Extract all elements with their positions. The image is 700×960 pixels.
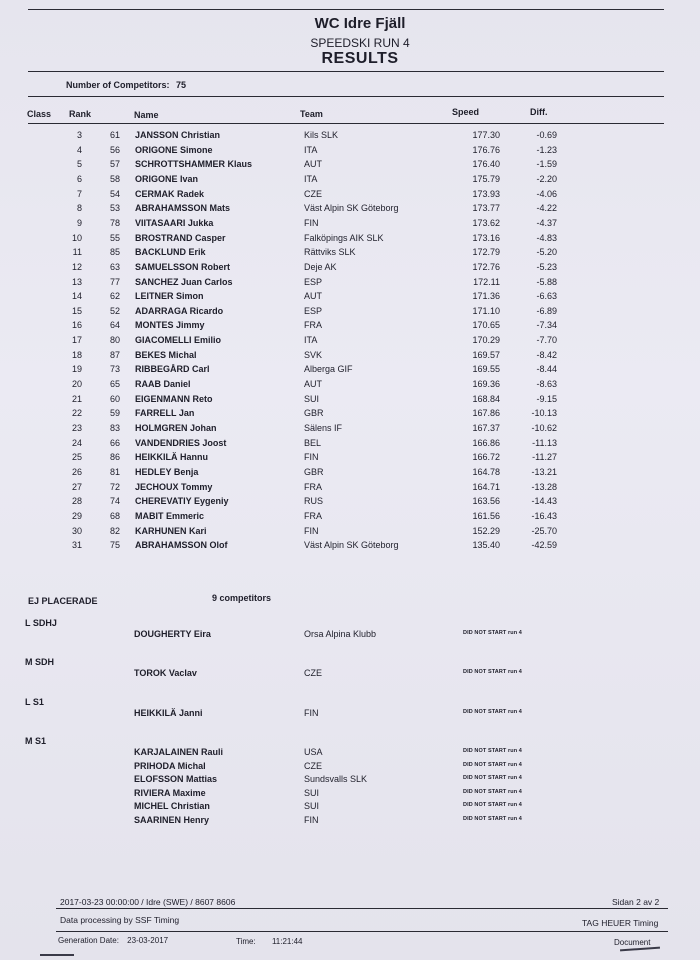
- competitors-count: 75: [176, 80, 187, 90]
- footer-processing: Data processing by SSF Timing: [60, 915, 180, 925]
- cell-class: 8: [76, 203, 82, 214]
- cell-speed: 173.77: [472, 203, 500, 214]
- cell-class: 18: [71, 349, 82, 360]
- gen-date-value: 23-03-2017: [127, 936, 169, 945]
- cell-diff: -6.89: [536, 305, 557, 316]
- cell-class: 27: [71, 481, 82, 492]
- col-team: Team: [300, 109, 323, 119]
- cell-speed: 173.16: [472, 232, 500, 243]
- entry-team: Orsa Alpina Klubb: [304, 629, 377, 639]
- cell-speed: 163.56: [472, 496, 500, 507]
- group-label: L S1: [25, 697, 44, 707]
- gen-date-label: Generation Date:: [58, 936, 119, 945]
- table-row: [0, 540, 700, 554]
- pen-mark-left: [40, 954, 74, 956]
- cell-class: 22: [71, 408, 82, 419]
- table-row: [0, 379, 700, 393]
- cell-team: Sälens IF: [304, 423, 343, 433]
- cell-class: 11: [72, 247, 82, 258]
- entry-status: DID NOT START run 4: [463, 748, 522, 754]
- cell-rank: 57: [109, 159, 120, 170]
- cell-rank: 62: [109, 291, 120, 302]
- table-row: [0, 203, 700, 217]
- cell-speed: 173.62: [472, 217, 500, 228]
- cell-team: Väst Alpin SK Göteborg: [304, 540, 399, 551]
- table-row: [0, 408, 700, 422]
- cell-rank: 63: [109, 261, 120, 272]
- table-row: [0, 130, 700, 144]
- cell-speed: 166.86: [472, 437, 500, 448]
- cell-speed: 170.65: [472, 320, 500, 331]
- cell-speed: 167.86: [472, 408, 500, 419]
- cell-team: RUS: [304, 496, 324, 507]
- cell-rank: 54: [109, 188, 120, 199]
- table-row: [0, 482, 700, 496]
- list-item: [0, 788, 700, 802]
- cell-team: AUT: [304, 291, 322, 302]
- cell-speed: 177.30: [472, 130, 500, 140]
- footer-document: Document: [614, 938, 651, 947]
- cell-speed: 170.29: [472, 335, 500, 346]
- table-row: [0, 233, 700, 247]
- cell-team: GBR: [304, 408, 324, 419]
- table-row: [0, 452, 700, 466]
- col-speed: Speed: [452, 107, 480, 117]
- cell-name: CERMAK Radek: [135, 188, 205, 199]
- cell-diff: -5.23: [536, 261, 557, 272]
- cell-team: FRA: [304, 481, 322, 492]
- cell-speed: 176.40: [472, 159, 500, 170]
- run-title: SPEEDSKI RUN 4: [310, 36, 410, 50]
- table-row: [0, 159, 700, 173]
- entry-team: Sundsvalls SLK: [304, 774, 368, 785]
- cell-diff: -4.22: [536, 203, 557, 214]
- cell-rank: 81: [109, 466, 120, 477]
- footer-stamp: 2017-03-23 00:00:00 / Idre (SWE) / 8607 8606: [60, 897, 236, 907]
- cell-team: FRA: [304, 320, 322, 331]
- cell-team: Kils SLK: [304, 130, 339, 140]
- cell-name: ORIGONE Ivan: [135, 173, 199, 184]
- entry-status: DID NOT START run 4: [463, 669, 522, 675]
- entry-team: FIN: [304, 708, 319, 718]
- cell-diff: -4.06: [536, 188, 557, 199]
- cell-team: Deje AK: [304, 261, 337, 272]
- cell-speed: 171.10: [472, 305, 500, 316]
- top-rule: [28, 9, 664, 10]
- cell-name: MONTES Jimmy: [135, 320, 205, 331]
- unplaced-count: 9 competitors: [212, 593, 272, 603]
- cell-class: 12: [71, 261, 82, 272]
- table-row: [0, 364, 700, 378]
- table-row: [0, 174, 700, 188]
- cell-class: 26: [71, 466, 82, 477]
- cell-rank: 55: [109, 232, 120, 243]
- cell-rank: 65: [109, 379, 120, 390]
- entry-status: DID NOT START run 4: [463, 775, 522, 782]
- cell-name: BACKLUND Erik: [135, 247, 206, 258]
- group-label: M SDH: [25, 657, 54, 667]
- cell-class: 14: [71, 291, 82, 302]
- cell-speed: 166.72: [472, 452, 500, 463]
- cell-name: EIGENMANN Reto: [135, 393, 213, 404]
- cell-name: BEKES Michal: [135, 349, 197, 360]
- cell-speed: 167.37: [472, 423, 500, 433]
- table-row: [0, 438, 700, 452]
- footer-gen-date: [58, 936, 168, 945]
- columns-bottom-rule: [28, 123, 664, 124]
- cell-speed: 173.93: [472, 188, 500, 199]
- cell-team: FRA: [304, 510, 322, 521]
- time-label: Time:: [236, 937, 256, 946]
- group-label: L SDHJ: [25, 618, 57, 628]
- table-row: [0, 277, 700, 291]
- cell-rank: 85: [109, 247, 120, 258]
- footer-page: Sidan 2 av 2: [612, 897, 660, 907]
- cell-team: ITA: [304, 144, 318, 155]
- cell-team: Väst Alpin SK Göteborg: [304, 203, 399, 214]
- cell-diff: -2.20: [536, 173, 557, 184]
- cell-diff: -10.62: [531, 423, 557, 433]
- cell-diff: -7.34: [536, 320, 557, 331]
- table-row: [0, 394, 700, 408]
- footer-rule-2: [56, 931, 668, 932]
- cell-rank: 58: [109, 173, 120, 184]
- cell-rank: 52: [109, 305, 120, 316]
- cell-name: HEDLEY Benja: [135, 466, 199, 477]
- cell-class: 19: [71, 364, 82, 375]
- cell-class: 24: [71, 437, 82, 448]
- cell-name: RIBBEGÅRD Carl: [135, 364, 210, 375]
- cell-speed: 172.76: [472, 261, 500, 272]
- cell-name: VIITASAARI Jukka: [135, 217, 214, 228]
- cell-team: SVK: [304, 349, 323, 360]
- cell-rank: 53: [109, 203, 120, 214]
- cell-speed: 135.40: [472, 540, 500, 551]
- cell-class: 25: [71, 452, 82, 463]
- cell-team: FIN: [304, 525, 319, 536]
- cell-class: 20: [71, 379, 82, 390]
- col-name: Name: [134, 110, 159, 120]
- cell-team: SUI: [304, 393, 320, 404]
- cell-name: SCHROTTSHAMMER Klaus: [135, 159, 253, 170]
- entry-team: CZE: [304, 760, 322, 771]
- cell-diff: -8.42: [536, 349, 557, 360]
- entry-name: MICHEL Christian: [134, 801, 210, 812]
- cell-diff: -5.88: [536, 276, 557, 287]
- cell-name: HOLMGREN Johan: [135, 423, 217, 433]
- cell-diff: -16.43: [531, 510, 557, 521]
- cell-name: MABIT Emmeric: [135, 510, 205, 521]
- cell-team: FIN: [304, 217, 319, 228]
- entry-name: PRIHODA Michal: [134, 760, 206, 771]
- footer-rule-1: [56, 908, 668, 909]
- table-row: [0, 145, 700, 159]
- entry-name: SAARINEN Henry: [134, 815, 210, 825]
- cell-diff: -1.23: [536, 144, 557, 155]
- table-row: [0, 467, 700, 481]
- cell-class: 28: [71, 496, 82, 507]
- entry-status: DID NOT START run 4: [463, 816, 522, 822]
- cell-diff: -11.13: [532, 437, 557, 448]
- entry-status: DID NOT START run 4: [463, 761, 522, 768]
- list-item: [0, 761, 700, 775]
- cell-rank: 72: [109, 481, 120, 492]
- cell-team: AUT: [304, 379, 322, 390]
- cell-rank: 73: [109, 364, 120, 375]
- cell-class: 23: [71, 423, 82, 433]
- cell-team: ESP: [304, 305, 323, 316]
- cell-rank: 86: [109, 452, 120, 463]
- cell-name: SAMUELSSON Robert: [135, 261, 231, 272]
- cell-name: BROSTRAND Casper: [135, 232, 226, 243]
- cell-team: Alberga GIF: [304, 364, 353, 375]
- cell-class: 4: [76, 144, 82, 155]
- cell-class: 31: [71, 540, 82, 551]
- cell-diff: -11.27: [532, 452, 557, 463]
- cell-team: ESP: [304, 276, 323, 287]
- cell-diff: -8.44: [536, 364, 557, 375]
- cell-speed: 169.57: [472, 349, 500, 360]
- cell-rank: 80: [109, 335, 120, 346]
- cell-name: ORIGONE Simone: [135, 144, 213, 155]
- cell-speed: 176.76: [472, 144, 500, 155]
- cell-team: AUT: [304, 159, 322, 170]
- cell-speed: 161.56: [472, 510, 500, 521]
- cell-class: 10: [71, 232, 82, 243]
- cell-class: 7: [76, 188, 82, 199]
- col-class: Class: [27, 109, 52, 119]
- cell-diff: -10.13: [531, 408, 557, 419]
- cell-class: 21: [71, 393, 82, 404]
- entry-team: FIN: [304, 815, 319, 825]
- cell-name: VANDENDRIES Joost: [135, 437, 227, 448]
- cell-class: 16: [71, 320, 82, 331]
- columns-top-rule: [28, 96, 664, 97]
- table-row: [0, 335, 700, 349]
- list-item: [0, 774, 700, 788]
- cell-diff: -9.15: [536, 393, 557, 404]
- list-item: [0, 801, 700, 815]
- col-rank: Rank: [69, 109, 92, 119]
- list-item: [0, 815, 700, 829]
- table-row: [0, 496, 700, 510]
- cell-team: CZE: [304, 188, 322, 199]
- cell-diff: -6.63: [536, 291, 557, 302]
- cell-name: ABRAHAMSSON Mats: [135, 203, 231, 214]
- pen-mark: [620, 947, 660, 952]
- cell-speed: 169.55: [472, 364, 500, 375]
- entry-name: DOUGHERTY Eira: [134, 629, 211, 639]
- cell-class: 13: [71, 276, 82, 287]
- entry-name: KARJALAINEN Rauli: [134, 747, 224, 757]
- table-row: [0, 189, 700, 203]
- cell-diff: -5.20: [536, 247, 557, 258]
- results-title: RESULTS: [321, 50, 399, 67]
- cell-rank: 68: [109, 510, 120, 521]
- table-row: [0, 306, 700, 320]
- time-value: 11:21:44: [271, 937, 303, 946]
- cell-rank: 64: [109, 320, 120, 331]
- cell-speed: 169.36: [472, 379, 500, 390]
- cell-team: Rättviks SLK: [304, 247, 356, 258]
- list-item: [0, 747, 700, 761]
- unplaced-label: EJ PLACERADE: [28, 596, 98, 606]
- cell-team: FIN: [304, 452, 319, 463]
- cell-rank: 75: [109, 540, 120, 551]
- cell-speed: 164.78: [472, 466, 500, 477]
- cell-name: JECHOUX Tommy: [135, 481, 213, 492]
- cell-rank: 59: [109, 408, 120, 419]
- cell-class: 15: [71, 305, 82, 316]
- cell-diff: -4.37: [536, 217, 557, 228]
- cell-speed: 152.29: [472, 525, 500, 536]
- table-row: [0, 526, 700, 540]
- cell-team: GBR: [304, 466, 324, 477]
- cell-name: CHEREVATIY Eygeniy: [135, 496, 229, 507]
- cell-name: SANCHEZ Juan Carlos: [135, 276, 233, 287]
- entry-status: DID NOT START run 4: [463, 709, 522, 715]
- competitors-label: Number of Competitors:: [66, 80, 170, 90]
- cell-rank: 78: [109, 217, 120, 228]
- cell-name: GIACOMELLI Emilio: [135, 335, 222, 346]
- cell-name: RAAB Daniel: [135, 379, 191, 390]
- cell-diff: -0.69: [536, 130, 557, 140]
- cell-name: JANSSON Christian: [135, 130, 221, 140]
- cell-speed: 168.84: [472, 393, 500, 404]
- cell-team: BEL: [304, 437, 322, 448]
- cell-class: 6: [76, 173, 82, 184]
- cell-diff: -14.43: [531, 496, 557, 507]
- entry-team: USA: [304, 747, 323, 757]
- cell-rank: 66: [109, 437, 120, 448]
- cell-speed: 171.36: [472, 291, 500, 302]
- footer-timing: TAG HEUER Timing: [582, 918, 659, 928]
- cell-rank: 82: [109, 525, 120, 536]
- table-row: [0, 247, 700, 261]
- cell-class: 5: [76, 159, 82, 170]
- cell-speed: 172.79: [472, 247, 500, 258]
- cell-speed: 164.71: [472, 481, 500, 492]
- table-row: [0, 291, 700, 305]
- cell-speed: 175.79: [472, 173, 500, 184]
- cell-diff: -1.59: [536, 159, 557, 170]
- list-item: [0, 708, 700, 722]
- cell-name: HEIKKILÄ Hannu: [135, 452, 208, 463]
- event-title: WC Idre Fjäll: [314, 15, 406, 32]
- cell-diff: -42.59: [531, 540, 557, 551]
- table-row: [0, 511, 700, 525]
- entry-name: HEIKKILÄ Janni: [134, 708, 203, 718]
- cell-diff: -4.83: [536, 232, 557, 243]
- cell-class: 30: [71, 525, 82, 536]
- cell-rank: 83: [109, 423, 120, 433]
- cell-team: ITA: [304, 173, 318, 184]
- cell-class: 17: [71, 335, 82, 346]
- cell-name: KARHUNEN Kari: [135, 525, 207, 536]
- entry-status: DID NOT START run 4: [463, 802, 522, 809]
- cell-name: ADARRAGA Ricardo: [135, 305, 224, 316]
- cell-class: 3: [76, 130, 82, 140]
- cell-diff: -7.70: [536, 335, 557, 346]
- col-diff: Diff.: [530, 107, 548, 117]
- table-row: [0, 350, 700, 364]
- list-item: [0, 629, 700, 643]
- cell-diff: -13.28: [531, 481, 557, 492]
- cell-team: ITA: [304, 335, 318, 346]
- cell-rank: 87: [109, 349, 120, 360]
- header-rule: [28, 71, 664, 72]
- entry-status: DID NOT START run 4: [463, 788, 522, 795]
- cell-diff: -25.70: [531, 525, 557, 536]
- entry-status: DID NOT START run 4: [463, 630, 522, 636]
- entry-name: TOROK Vaclav: [134, 668, 197, 678]
- entry-team: SUI: [304, 801, 320, 812]
- group-label: M S1: [25, 736, 47, 746]
- table-row: [0, 320, 700, 334]
- table-row: [0, 262, 700, 276]
- cell-name: FARRELL Jan: [135, 408, 195, 419]
- entry-team: CZE: [304, 668, 322, 678]
- cell-rank: 60: [109, 393, 120, 404]
- cell-team: Falköpings AIK SLK: [304, 232, 384, 243]
- cell-rank: 61: [109, 130, 120, 140]
- table-row: [0, 423, 700, 437]
- footer-time: [236, 937, 302, 946]
- cell-rank: 56: [109, 144, 120, 155]
- entry-name: ELOFSSON Mattias: [134, 774, 218, 785]
- entry-name: RIVIERA Maxime: [134, 787, 206, 798]
- cell-speed: 172.11: [473, 276, 500, 287]
- cell-rank: 77: [109, 276, 120, 287]
- cell-diff: -8.63: [536, 379, 557, 390]
- cell-class: 29: [71, 510, 82, 521]
- cell-name: ABRAHAMSSON Olof: [135, 540, 228, 551]
- cell-rank: 74: [109, 496, 120, 507]
- table-row: [0, 218, 700, 232]
- entry-team: SUI: [304, 787, 320, 798]
- cell-name: LEITNER Simon: [135, 291, 204, 302]
- list-item: [0, 668, 700, 682]
- competitors-count-line: [66, 80, 186, 90]
- cell-class: 9: [76, 217, 82, 228]
- cell-diff: -13.21: [531, 466, 557, 477]
